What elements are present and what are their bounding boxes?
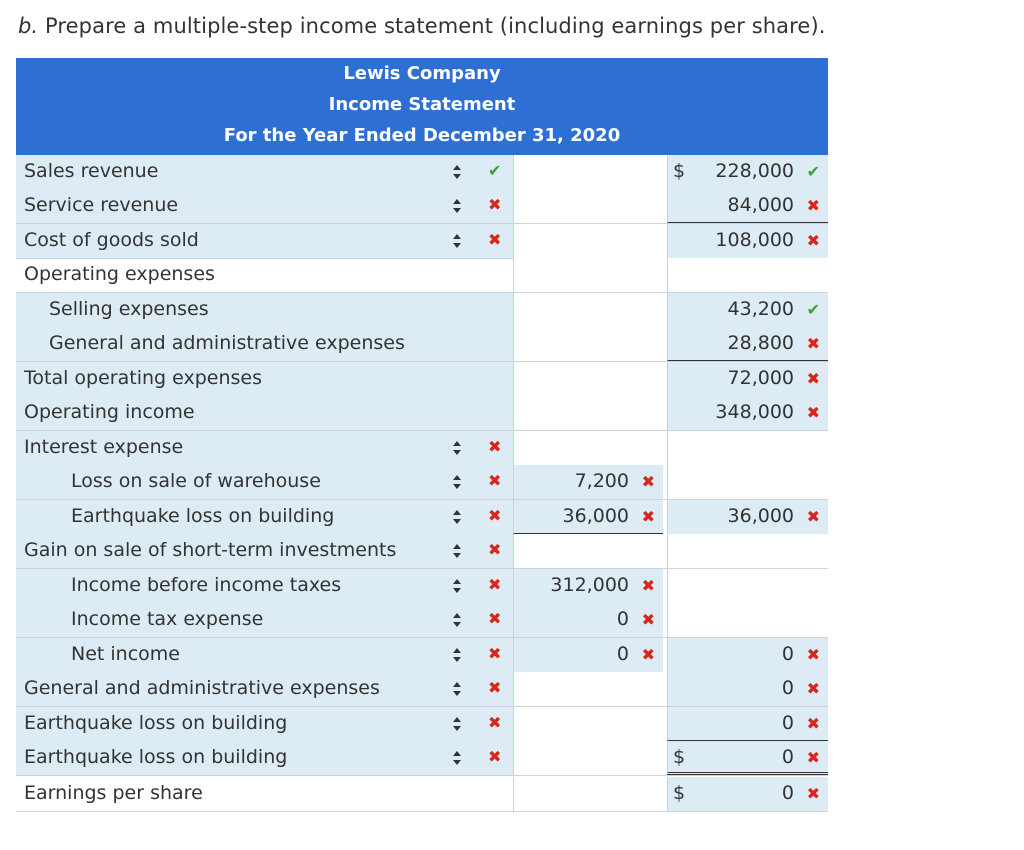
- select-arrows-icon[interactable]: [452, 647, 462, 663]
- row-label-cell: [16, 327, 513, 361]
- amount-column-2[interactable]: [667, 741, 828, 775]
- amount-column-2[interactable]: [667, 293, 828, 327]
- row-label-cell[interactable]: [16, 500, 513, 534]
- amount-column-1[interactable]: [513, 431, 663, 465]
- question-prompt: [18, 14, 826, 38]
- cross-icon: ✖: [488, 471, 502, 490]
- amount-column-2[interactable]: [667, 327, 828, 361]
- select-arrows-icon[interactable]: [452, 474, 462, 490]
- amount-value: 0: [616, 643, 629, 665]
- check-icon: ✔: [806, 300, 820, 319]
- amount-value: 0: [781, 782, 794, 804]
- amount-column-2[interactable]: [667, 431, 828, 465]
- amount-column-2[interactable]: [667, 500, 828, 534]
- company-name: Lewis Company: [343, 63, 501, 84]
- amount-column-1[interactable]: [513, 258, 663, 292]
- select-arrows-icon[interactable]: [452, 716, 462, 732]
- select-arrows-icon[interactable]: [452, 750, 462, 766]
- amount-column-2[interactable]: [667, 465, 828, 499]
- amount-column-1[interactable]: [513, 707, 663, 741]
- select-arrows-icon[interactable]: [452, 681, 462, 697]
- amount-column-1[interactable]: [513, 155, 663, 189]
- row-label: Sales revenue: [24, 160, 159, 182]
- amount-column-2[interactable]: [667, 534, 828, 568]
- cross-icon: ✖: [806, 784, 820, 803]
- row-label-cell[interactable]: [16, 155, 513, 189]
- cross-icon: ✖: [488, 747, 502, 766]
- row-label: Selling expenses: [49, 298, 209, 320]
- row-label: Net income: [71, 643, 180, 665]
- row-label-cell[interactable]: [16, 741, 513, 775]
- table-row: [16, 500, 828, 535]
- amount-value: 0: [616, 608, 629, 630]
- amount-column-2[interactable]: [667, 224, 828, 258]
- cross-icon: ✖: [641, 610, 655, 629]
- cross-icon: ✖: [806, 645, 820, 664]
- amount-column-1[interactable]: [513, 465, 663, 499]
- amount-column-1[interactable]: [513, 534, 663, 568]
- amount-column-2[interactable]: [667, 189, 828, 223]
- cross-icon: ✖: [488, 195, 502, 214]
- cross-icon: ✖: [806, 334, 820, 353]
- amount-column-1[interactable]: [513, 500, 663, 534]
- table-row: [16, 465, 828, 500]
- row-label: Operating expenses: [24, 263, 215, 285]
- row-label: Earthquake loss on building: [24, 712, 288, 734]
- table-row: [16, 777, 828, 812]
- row-label: General and administrative expenses: [49, 332, 405, 354]
- amount-column-2[interactable]: [667, 362, 828, 396]
- row-label-cell[interactable]: [16, 603, 513, 637]
- select-arrows-icon[interactable]: [452, 233, 462, 249]
- amount-column-1[interactable]: [513, 189, 663, 223]
- amount-value: 7,200: [574, 470, 629, 492]
- cross-icon: ✖: [806, 748, 820, 767]
- row-label-cell[interactable]: [16, 189, 513, 223]
- table-row: [16, 603, 828, 638]
- row-label: Income tax expense: [71, 608, 264, 630]
- row-label-cell[interactable]: [16, 431, 513, 465]
- amount-value: 0: [781, 677, 794, 699]
- cross-icon: ✖: [641, 576, 655, 595]
- cross-icon: ✖: [488, 230, 502, 249]
- row-label: Earnings per share: [24, 782, 203, 804]
- amount-value: 36,000: [727, 505, 794, 527]
- row-label-cell[interactable]: [16, 534, 513, 568]
- table-row: [16, 638, 828, 673]
- amount-column-2[interactable]: [667, 672, 828, 706]
- row-label: Cost of goods sold: [24, 229, 199, 251]
- amount-value: 108,000: [715, 229, 794, 251]
- table-row: [16, 155, 828, 190]
- row-label: Earthquake loss on building: [71, 505, 335, 527]
- cross-icon: ✖: [806, 714, 820, 733]
- row-label: Interest expense: [24, 436, 184, 458]
- row-label-cell: [16, 293, 513, 327]
- row-label-cell[interactable]: [16, 224, 513, 258]
- table-row: [16, 293, 828, 328]
- amount-column-1[interactable]: [513, 362, 663, 396]
- amount-column-1[interactable]: [513, 569, 663, 603]
- question-text: Prepare a multiple-step income statement (including earnings per share).: [45, 14, 826, 38]
- cross-icon: ✖: [488, 575, 502, 594]
- cross-icon: ✖: [806, 369, 820, 388]
- amount-column-1[interactable]: [513, 672, 663, 706]
- table-row: [16, 224, 828, 259]
- amount-value: 348,000: [715, 401, 794, 423]
- amount-column-1[interactable]: [513, 741, 663, 775]
- amount-value: 72,000: [727, 367, 794, 389]
- row-label-cell[interactable]: [16, 707, 513, 741]
- row-label-cell[interactable]: [16, 465, 513, 499]
- dollar-sign: $: [673, 160, 686, 182]
- row-label: General and administrative expenses: [24, 677, 380, 699]
- statement-title: Income Statement: [328, 94, 516, 115]
- amount-value: 43,200: [727, 298, 794, 320]
- amount-column-1[interactable]: [513, 638, 663, 672]
- row-label-cell: [16, 258, 513, 292]
- amount-column-1[interactable]: [513, 224, 663, 258]
- check-icon: ✔: [806, 162, 820, 181]
- dollar-sign: $: [673, 746, 686, 768]
- cross-icon: ✖: [488, 644, 502, 663]
- row-label-cell[interactable]: [16, 672, 513, 706]
- row-label: Operating income: [24, 401, 195, 423]
- select-arrows-icon[interactable]: [452, 440, 462, 456]
- amount-column-2[interactable]: [667, 777, 828, 811]
- amount-column-2[interactable]: [667, 155, 828, 189]
- table-row: [16, 189, 828, 224]
- row-label: Gain on sale of short-term investments: [24, 539, 397, 561]
- table-row: [16, 327, 828, 362]
- select-arrows-icon[interactable]: [452, 578, 462, 594]
- table-row: [16, 672, 828, 707]
- row-label-cell[interactable]: [16, 569, 513, 603]
- amount-value: 36,000: [562, 505, 629, 527]
- table-row: [16, 569, 828, 604]
- cross-icon: ✖: [488, 609, 502, 628]
- amount-column-2[interactable]: [667, 638, 828, 672]
- amount-column-1[interactable]: [513, 777, 663, 811]
- row-label: Income before income taxes: [71, 574, 342, 596]
- cross-icon: ✖: [806, 196, 820, 215]
- table-row: [16, 534, 828, 569]
- statement-header: [16, 58, 828, 155]
- table-row: [16, 362, 828, 397]
- amount-value: 0: [781, 643, 794, 665]
- amount-value: 0: [781, 712, 794, 734]
- row-label: Earthquake loss on building: [24, 746, 288, 768]
- cross-icon: ✖: [806, 679, 820, 698]
- amount-value: 28,800: [727, 332, 794, 354]
- amount-column-2[interactable]: [667, 603, 828, 637]
- amount-column-1[interactable]: [513, 396, 663, 430]
- amount-column-2[interactable]: [667, 396, 828, 430]
- row-label: Loss on sale of warehouse: [71, 470, 321, 492]
- amount-value: 0: [781, 746, 794, 768]
- statement-period: For the Year Ended December 31, 2020: [223, 125, 621, 146]
- cross-icon: ✖: [488, 506, 502, 525]
- cross-icon: ✖: [806, 403, 820, 422]
- table-row: [16, 396, 828, 431]
- row-label-cell: [16, 396, 513, 430]
- amount-value: 228,000: [715, 160, 794, 182]
- row-label-cell[interactable]: [16, 638, 513, 672]
- cross-icon: ✖: [488, 713, 502, 732]
- amount-value: 84,000: [727, 194, 794, 216]
- table-row: [16, 741, 828, 776]
- row-label: Service revenue: [24, 194, 179, 216]
- amount-column-1[interactable]: [513, 327, 663, 361]
- check-icon: ✔: [488, 161, 502, 180]
- amount-column-1[interactable]: [513, 603, 663, 637]
- select-arrows-icon[interactable]: [452, 164, 462, 180]
- cross-icon: ✖: [488, 540, 502, 559]
- cross-icon: ✖: [488, 678, 502, 697]
- select-arrows-icon[interactable]: [452, 198, 462, 214]
- cross-icon: ✖: [806, 507, 820, 526]
- select-arrows-icon[interactable]: [452, 543, 462, 559]
- select-arrows-icon[interactable]: [452, 509, 462, 525]
- amount-column-2[interactable]: [667, 707, 828, 741]
- amount-value: 312,000: [550, 574, 629, 596]
- table-row: [16, 707, 828, 742]
- row-label: Total operating expenses: [24, 367, 262, 389]
- question-letter: b.: [18, 14, 39, 38]
- table-row: [16, 431, 828, 466]
- cross-icon: ✖: [641, 507, 655, 526]
- amount-column-2[interactable]: [667, 258, 828, 292]
- amount-column-2[interactable]: [667, 569, 828, 603]
- amount-column-1[interactable]: [513, 293, 663, 327]
- table-row: [16, 258, 828, 293]
- select-arrows-icon[interactable]: [452, 612, 462, 628]
- cross-icon: ✖: [641, 645, 655, 664]
- dollar-sign: $: [673, 782, 686, 804]
- row-label-cell: [16, 777, 513, 811]
- cross-icon: ✖: [641, 472, 655, 491]
- row-label-cell: [16, 362, 513, 396]
- cross-icon: ✖: [806, 231, 820, 250]
- cross-icon: ✖: [488, 437, 502, 456]
